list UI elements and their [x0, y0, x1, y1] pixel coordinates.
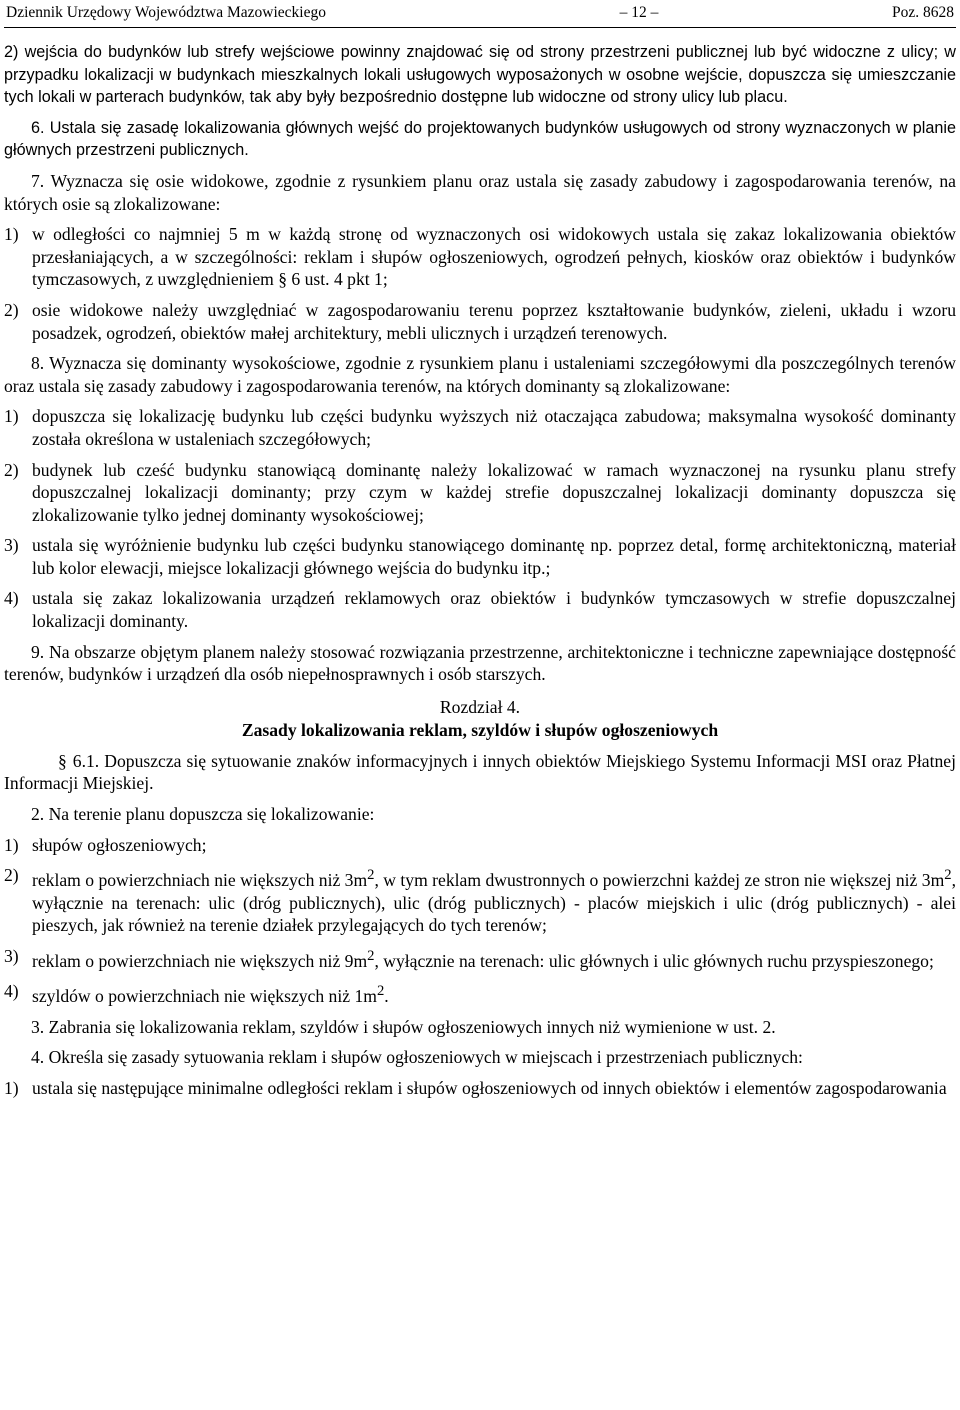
item-text: osie widokowe należy uwzględniać w zagospodarowaniu terenu poprzez kształtowanie budynków, zieleni, układu i wzoru posadzek, ogrodzeń, obiektów małej architektury, mebli ulicznych i urządzeń terenowych. — [32, 299, 956, 343]
item-number: 1) — [4, 224, 19, 245]
item-number: 3) — [4, 945, 19, 966]
paragraph-8: 8. Wyznacza się dominanty wysokościowe, zgodnie z rysunkiem planu i ustaleniami szczegółowymi dla poszczególnych terenów oraz ustala się zasady zabudowy i zagospodarowania terenów, na których dominanty są zlokalizowane: — [4, 353, 956, 396]
document-body — [4, 28, 956, 1100]
item-number: 4) — [4, 981, 19, 1002]
paragraph-6: 6. Ustala się zasadę lokalizowania głównych wejść do projektowanych budynków usługowych od strony wyznaczonych w planie głównych przestrzeni publicznych. — [4, 118, 956, 160]
text-segment: , w tym reklam dwustronnych o powierzchni każdej ze stron nie większej niż 3m — [374, 870, 945, 891]
item-text: dopuszcza się lokalizację budynku lub części budynku wyższych niż otaczająca zabudowa; maksymalna wysokość dominanty została określona w ustaleniach szczegółowych; — [32, 406, 956, 449]
chapter-title: Zasady lokalizowania reklam, szyldów i słupów ogłoszeniowych — [241, 719, 719, 740]
section-6-text: 6.1. Dopuszcza się sytuowanie znaków informacyjnych i innych obiektów Miejskiego Systemu Informacji MSI oraz Płatnej Informacji Miejskiej. — [4, 750, 956, 794]
item-text: budynek lub cześć budynku stanowiącą dominantę należy lokalizować w ramach wyznaczonej na rysunku planu strefy dopuszczalnej lokalizacji dominanty; przy czym w każdej strefie dopuszczalnej lokalizacji dominanty dopuszcza się zlokalizowanie tylko jednej dominanty wysokościowej; — [32, 459, 956, 525]
chapter-number: Rozdział 4. — [439, 696, 521, 717]
page-number: – 12 – — [619, 4, 659, 21]
list-item — [4, 459, 956, 527]
list-item — [4, 587, 956, 632]
list-item — [4, 405, 956, 450]
list-item — [4, 1077, 956, 1100]
list-item — [4, 534, 956, 579]
paragraph-item-2: 2) wejścia do budynków lub strefy wejściowe powinny znajdować się od strony przestrzeni publicznej lub być widoczne z ulicy; w przypadku lokalizacji w budynkach mieszkalnych lokali usługowych wyposażonych w osobne wejście, dopuszcza się umieszczanie tych lokali w parterach budynków, tak aby były bezpośrednio dostępne lub widoczne od strony ulicy lub placu. — [4, 43, 956, 107]
list-item — [4, 864, 956, 937]
chapter-heading — [4, 696, 956, 742]
position-number: Poz. 8628 — [891, 4, 954, 21]
section-6-paragraph-3: 3. Zabrania się lokalizowania reklam, szyldów i słupów ogłoszeniowych innych niż wymienione w ust. 2. — [31, 1016, 776, 1037]
item-text — [32, 945, 956, 972]
item-text: ustala się wyróżnienie budynku lub części budynku stanowiącego dominantę np. poprzez detal, formę architektoniczną, materiał lub kolor elewacji, miejsce lokalizacji głównego wejścia do budynku itp.; — [32, 535, 956, 578]
section-6-paragraph-2: 2. Na terenie planu dopuszcza się lokalizowanie: — [31, 804, 375, 825]
item-text: ustala się następujące minimalne odległości reklam i słupów ogłoszeniowych od innych obiektów i elementów zagospodarowania — [32, 1077, 947, 1098]
item-text: w odległości co najmniej 5 m w każdą stronę od wyznaczonych osi widokowych ustala się zakaz lokalizowania obiektów przesłaniających, a w szczególności: reklam i słupów ogłoszeniowych, ogrodzeń pełnych, kiosków oraz obiektów i budynków tymczasowych, z uwzględnieniem § 6 ust. 4 pkt 1; — [32, 224, 956, 290]
paragraph-9: 9. Na obszarze objętym planem należy stosować rozwiązania przestrzenne, architektoniczne i techniczne zapewniające dostępność terenów, budynków i urządzeń dla osób niepełnosprawnych i osób starszych. — [4, 641, 956, 685]
list-item — [4, 980, 956, 1007]
list-item — [4, 834, 956, 857]
item-number: 4) — [4, 588, 19, 609]
text-segment: reklam o powierzchniach nie większych niż 9m — [32, 950, 368, 971]
item-text — [32, 864, 956, 937]
item-text: słupów ogłoszeniowych; — [32, 834, 207, 855]
text-segment: , wyłącznie na terenach: ulic (dróg publicznych), ulic (dróg publicznych) - placów miejskich i ulic (dróg publicznych) - alei pieszych, jak również na terenie działek przylegających do tych terenów; — [32, 870, 956, 936]
list-item — [4, 299, 956, 344]
text-segment: reklam o powierzchniach nie większych niż 3m — [32, 870, 368, 891]
section-6-paragraph-4: 4. Określa się zasady sytuowania reklam i słupów ogłoszeniowych w miejscach i przestrzeniach publicznych: — [31, 1047, 803, 1068]
text-segment: , wyłącznie na terenach: ulic głównych i ulic głównych ruchu przyspieszonego; — [374, 950, 934, 971]
item-number: 1) — [4, 834, 19, 855]
item-text: ustala się zakaz lokalizowania urządzeń reklamowych oraz obiektów i budynków tymczasowych w strefie dopuszczalnej lokalizacji dominanty. — [32, 588, 956, 632]
section-6-paragraph-1 — [4, 750, 956, 795]
text-segment: szyldów o powierzchniach nie większych niż 1m — [32, 986, 377, 1007]
paragraph-7: 7. Wyznacza się osie widokowe, zgodnie z rysunkiem planu oraz ustala się zasady zabudowy i zagospodarowania terenów, na których osie są zlokalizowane: — [4, 170, 956, 214]
journal-title: Dziennik Urzędowy Województwa Mazowieckiego — [6, 4, 326, 21]
item-number: 1) — [4, 1077, 19, 1098]
item-number: 1) — [4, 406, 19, 427]
superscript: 2 — [944, 867, 952, 884]
text-segment: . — [384, 986, 389, 1007]
page-header — [4, 0, 956, 28]
superscript: 2 — [367, 947, 375, 964]
item-number: 2) — [4, 299, 19, 320]
list-item — [4, 223, 956, 291]
section-sign: § — [58, 750, 67, 771]
item-text — [32, 980, 956, 1007]
list-item — [4, 945, 956, 972]
item-number: 2) — [4, 865, 19, 886]
item-number: 2) — [4, 459, 19, 480]
superscript: 2 — [376, 983, 385, 1000]
item-number: 3) — [4, 535, 19, 556]
superscript: 2 — [367, 867, 375, 884]
